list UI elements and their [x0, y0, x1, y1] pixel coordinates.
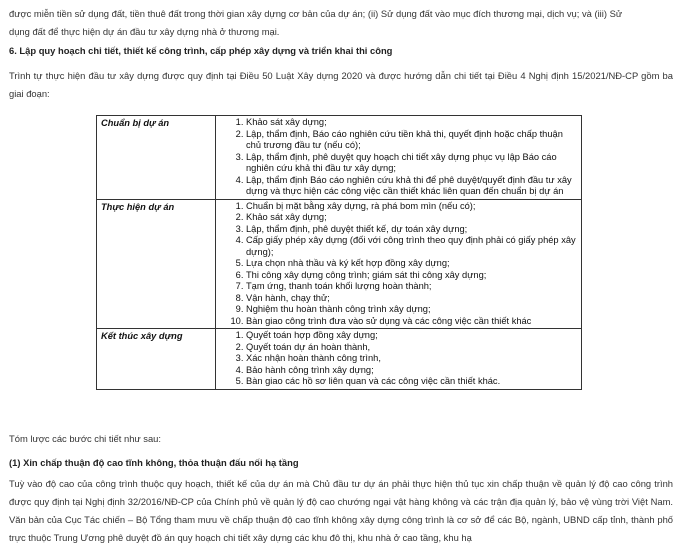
step-1-paragraph: Tuỳ vào độ cao của công trình thuộc quy hoạch, thiết kế của dự án mà Chủ đầu tư dự án phải thực hiện thủ tục xin chấp thuận về quản lý độ cao công trình được quy định tại Nghị định 32/2016/NĐ-CP của Chính phủ về quản lý độ cao chướng ngại vật hàng không và các trận địa quản lý, bảo vệ vùng trời Việt Nam. Văn bản của Cục Tác chiến – Bộ Tổng tham mưu về chấp thuận độ cao tĩnh không xây dựng công trình là cơ sở để các Bộ, ngành, UBND cấp tỉnh, thành phố trực thuộc Trung Ương phê duyệt đồ án quy hoạch chi tiết xây dựng các khu đô thị, khu nhà ở cao tầng, khu hạ — [9, 478, 673, 543]
stage-row-implementation — [97, 199, 582, 329]
stage-name: Kết thúc xây dựng — [97, 329, 216, 390]
step-item: 1. Khảo sát xây dựng; — [246, 117, 577, 129]
intro-line-1: được miễn tiền sử dụng đất, tiền thuê đất trong thời gian xây dựng cơ bản của dự án; (ii) Sử dụng đất vào mục đích thương mại, dịch vụ; và (iii) Sử — [9, 8, 623, 19]
step-item: 8. Vận hành, chạy thử; — [246, 293, 577, 305]
step-item: 2. Lập, thẩm định, Báo cáo nghiên cứu tiền khả thi, quyết định hoặc chấp thuận chủ trương đầu tư (nếu có); — [246, 129, 577, 152]
step-item: 1. Quyết toán hợp đồng xây dựng; — [246, 330, 577, 342]
step-item: 3. Lập, thẩm định, phê duyệt thiết kế, dự toán xây dựng; — [246, 224, 577, 236]
step-item: 6. Thi công xây dựng công trình; giám sát thi công xây dựng; — [246, 270, 577, 282]
step-item: 2. Khảo sát xây dựng; — [246, 212, 577, 224]
stage-steps — [216, 329, 582, 390]
section-6-heading: 6. Lập quy hoạch chi tiết, thiết kế công trình, cấp phép xây dựng và triển khai thi công — [9, 45, 393, 56]
construction-stages-table — [96, 115, 582, 390]
step-item: 2. Quyết toán dự án hoàn thành, — [246, 342, 577, 354]
step-item: 9. Nghiệm thu hoàn thành công trình xây dựng; — [246, 304, 577, 316]
stage-steps — [216, 199, 582, 329]
section-6-paragraph: Trình tự thực hiện đầu tư xây dựng được quy định tại Điều 50 Luật Xây dựng 2020 và được hướng dẫn chi tiết tại Điều 4 Nghị định 15/2021/NĐ-CP gồm ba giai đoạn: — [9, 70, 673, 99]
step-item: 4. Bảo hành công trình xây dựng; — [246, 365, 577, 377]
stage-name: Chuẩn bị dự án — [97, 116, 216, 200]
step-item: 3. Lập, thẩm định, phê duyệt quy hoạch chi tiết xây dựng phục vụ lập Báo cáo nghiên cứu khả thi đầu tư xây dựng; — [246, 152, 577, 175]
stage-row-preparation — [97, 116, 582, 200]
step-item: 1. Chuẩn bị mặt bằng xây dựng, rà phá bom mìn (nếu có); — [246, 201, 577, 213]
step-list — [218, 117, 577, 198]
stage-row-completion — [97, 329, 582, 390]
stage-steps — [216, 116, 582, 200]
step-1-heading: (1) Xin chấp thuận độ cao tĩnh không, thỏa thuận đấu nối hạ tầng — [9, 457, 299, 468]
step-item: 5. Lựa chọn nhà thầu và ký kết hợp đồng xây dựng; — [246, 258, 577, 270]
step-item: 7. Tạm ứng, thanh toán khối lượng hoàn thành; — [246, 281, 577, 293]
step-item: 4. Cấp giấy phép xây dựng (đối với công trình theo quy định phải có giấy phép xây dựng); — [246, 235, 577, 258]
step-list — [218, 201, 577, 328]
step-item: 4. Lập, thẩm định Báo cáo nghiên cứu khả thi để phê duyệt/quyết định đầu tư xây dựng và thực hiện các công việc cần thiết khác liên quan đến chuẩn bị dự án — [246, 175, 577, 198]
step-list — [218, 330, 577, 388]
intro-paragraph — [9, 5, 673, 41]
step-item: 3. Xác nhận hoàn thành công trình, — [246, 353, 577, 365]
stage-name: Thực hiện dự án — [97, 199, 216, 329]
intro-line-2: dụng đất để thực hiện dự án đầu tư xây dựng nhà ở thương mại. — [9, 26, 280, 37]
step-item: 5. Bàn giao các hồ sơ liên quan và các công việc cần thiết khác. — [246, 376, 577, 388]
step-item: 10. Bàn giao công trình đưa vào sử dụng và các công việc cần thiết khác — [246, 316, 577, 328]
summary-lead: Tóm lược các bước chi tiết như sau: — [9, 433, 162, 444]
